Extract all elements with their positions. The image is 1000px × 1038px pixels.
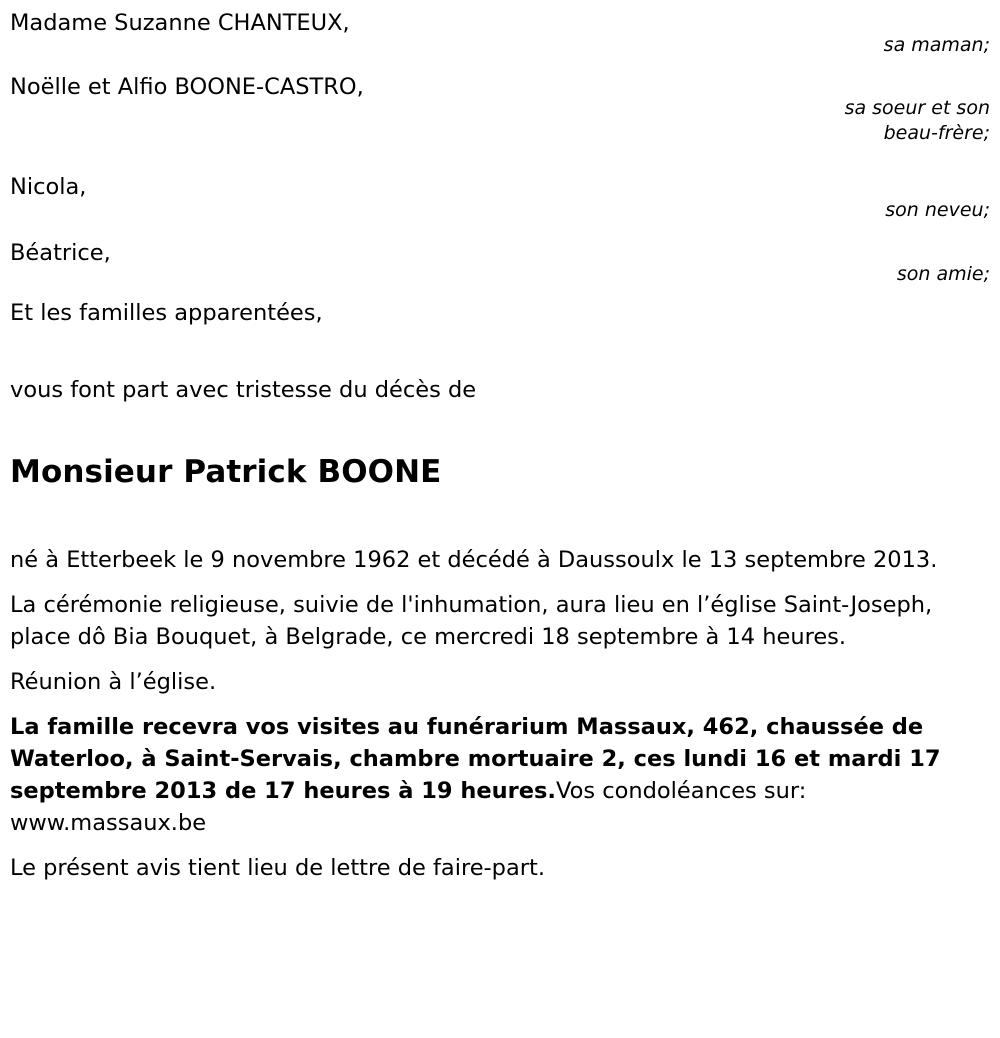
family-name-2: Noëlle et Alfio BOONE-CASTRO, bbox=[10, 74, 364, 100]
birth-death-paragraph: né à Etterbeek le 9 novembre 1962 et décédé à Daussoulx le 13 septembre 2013. bbox=[10, 547, 938, 573]
family-name-1: Madame Suzanne CHANTEUX, bbox=[10, 10, 350, 36]
deceased-name: Monsieur Patrick BOONE bbox=[10, 454, 442, 490]
family-relation-3: son neveu; bbox=[885, 199, 990, 221]
details-block bbox=[10, 545, 990, 884]
condolences-text: Vos condoléances sur: www.massaux.be bbox=[10, 777, 807, 836]
family-relation-2-line1: sa soeur et son bbox=[844, 97, 990, 119]
family-name-3: Nicola, bbox=[10, 174, 87, 200]
visits-bold-text: La famille recevra vos visites au funérarium Massaux, 462, chaussée de Waterloo, à Saint-Servais, chambre mortuaire 2, ces lundi 16 et mardi 17 septembre 2013 de 17 heures à 19 heures. bbox=[10, 713, 941, 804]
family-relation-2 bbox=[350, 96, 990, 146]
visits-condolences-paragraph bbox=[10, 712, 990, 840]
family-relations-block bbox=[10, 0, 990, 326]
family-relation-1: sa maman; bbox=[883, 34, 990, 56]
family-relation-2-line2: beau-frère; bbox=[883, 122, 990, 145]
gathering-paragraph: Réunion à l’église. bbox=[10, 668, 217, 695]
ceremony-paragraph: La cérémonie religieuse, suivie de l'inhumation, aura lieu en l’église Saint-Joseph, place dô Bia Bouquet, à Belgrade, ce mercredi 18 septembre à 14 heures. bbox=[10, 591, 933, 650]
closing-paragraph: Le présent avis tient lieu de lettre de faire-part. bbox=[10, 854, 545, 881]
announcement-lead-in: vous font part avec tristesse du décès de bbox=[10, 377, 477, 403]
family-name-4: Béatrice, bbox=[10, 240, 111, 266]
family-name-5: Et les familles apparentées, bbox=[10, 300, 323, 326]
family-relation-4: son amie; bbox=[896, 263, 990, 285]
